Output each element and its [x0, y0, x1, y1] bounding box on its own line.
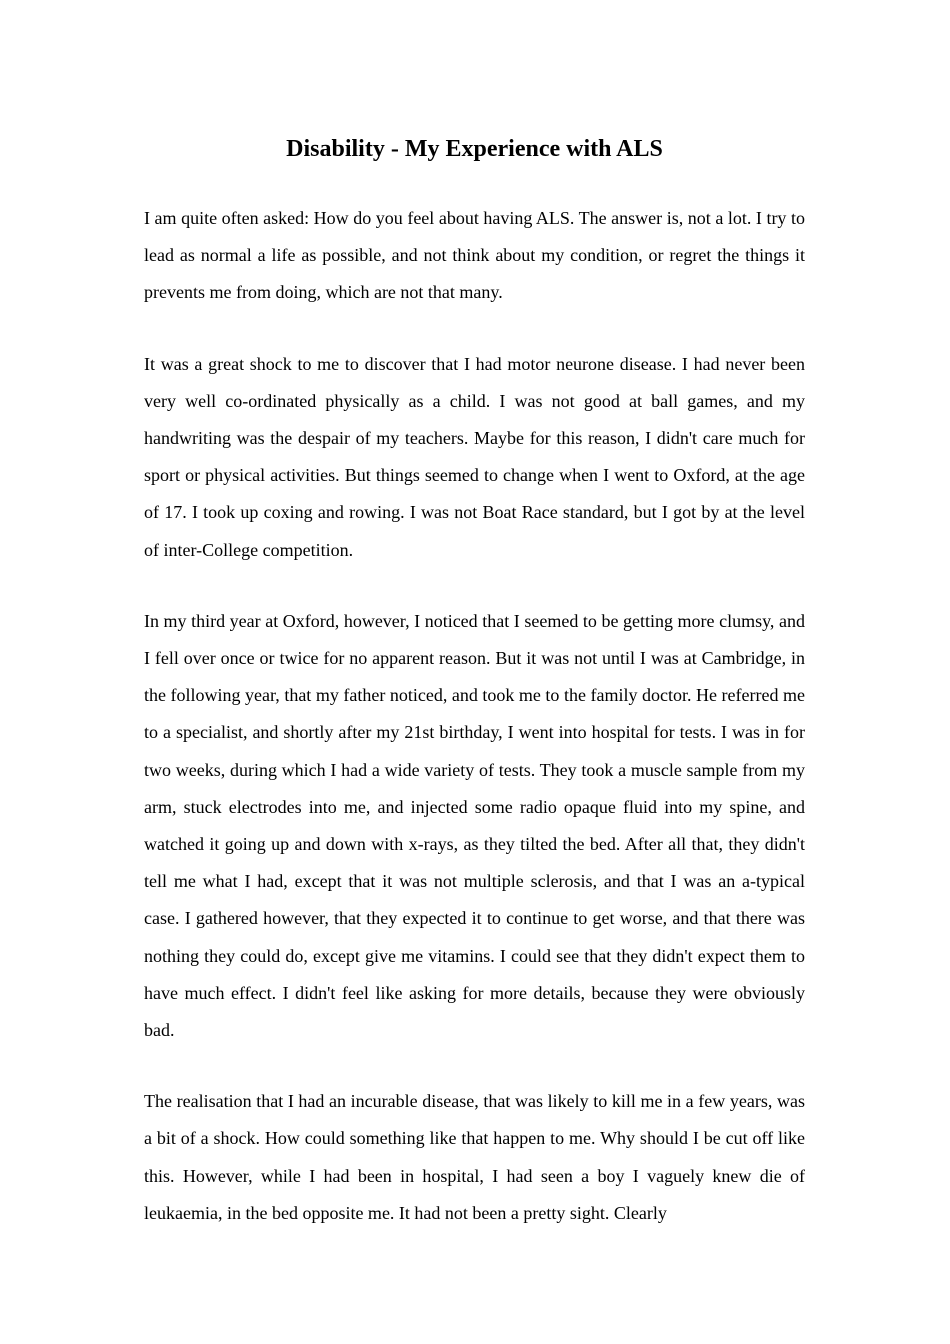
- paragraph-1: I am quite often asked: How do you feel about having ALS. The answer is, not a lot. I try to lead as normal a life as possible, and not think about my condition, or regret the things it prevents me from doing, which are not that many.: [144, 208, 805, 303]
- document-page: [144, 130, 805, 1232]
- paragraph-3: In my third year at Oxford, however, I noticed that I seemed to be getting more clumsy, and I fell over once or twice for no apparent reason. But it was not until I was at Cambridge, in the following year, that my father noticed, and took me to the family doctor. He referred me to a specialist, and shortly after my 21st birthday, I went into hospital for tests. I was in for two weeks, during which I had a wide variety of tests. They took a muscle sample from my arm, stuck electrodes into me, and injected some radio opaque fluid into my spine, and watched it going up and down with x-rays, as they tilted the bed. After all that, they didn't tell me what I had, except that it was not multiple sclerosis, and that I was an a-typical case. I gathered however, that they expected it to continue to get worse, and that there was nothing they could do, except give me vitamins. I could see that they didn't expect them to have much effect. I didn't feel like asking for more details, because they were obviously bad.: [144, 610, 805, 1041]
- paragraph-4: The realisation that I had an incurable disease, that was likely to kill me in a few years, was a bit of a shock. How could something like that happen to me. Why should I be cut off like this. However, while I had been in hospital, I had seen a boy I vaguely knew die of leukaemia, in the bed opposite me. It had not been a pretty sight. Clearly: [144, 1091, 805, 1223]
- document-title: Disability - My Experience with ALS: [286, 136, 663, 162]
- paragraph-2: It was a great shock to me to discover that I had motor neurone disease. I had never been very well co-ordinated physically as a child. I was not good at ball games, and my handwriting was the despair of my teachers. Maybe for this reason, I didn't care much for sport or physical activities. But things seemed to change when I went to Oxford, at the age of 17. I took up coxing and rowing. I was not Boat Race standard, but I got by at the level of inter-College competition.: [144, 353, 805, 560]
